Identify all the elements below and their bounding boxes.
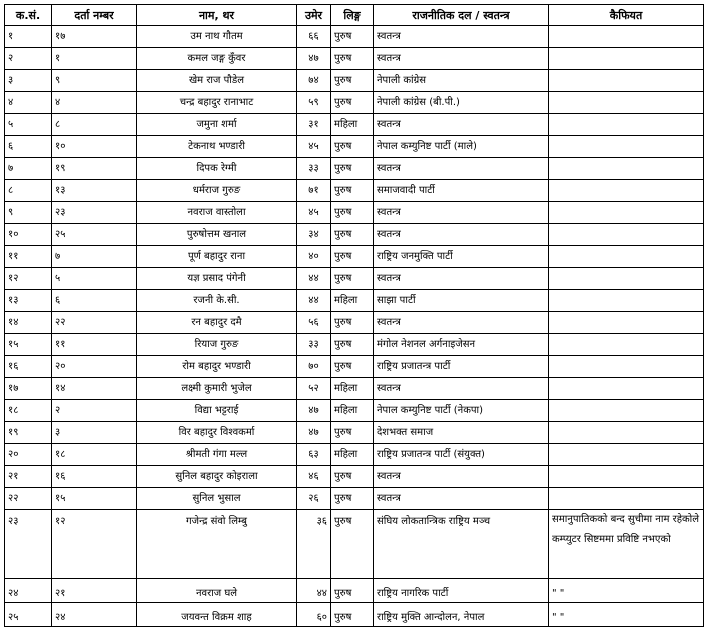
cell-gender: पुरुष — [331, 488, 374, 510]
cell-gender: पुरुष — [331, 180, 374, 202]
cell-age: ४४ — [297, 579, 331, 603]
table-row — [5, 70, 704, 92]
cell-remark — [549, 356, 704, 378]
cell-age: ४७ — [297, 400, 331, 422]
cell-sn: २१ — [5, 466, 52, 488]
cell-registration-no: १ — [52, 48, 137, 70]
cell-sn: ४ — [5, 92, 52, 114]
cell-gender: पुरुष — [331, 510, 374, 579]
header-registration-no: दर्ता नम्बर — [52, 5, 137, 26]
cell-name: श्रीमती गंगा मल्ल — [137, 444, 297, 466]
cell-gender: पुरुष — [331, 579, 374, 603]
cell-sn: २२ — [5, 488, 52, 510]
cell-registration-no: ११ — [52, 334, 137, 356]
cell-party: साझा पार्टी — [374, 290, 549, 312]
table-row — [5, 422, 704, 444]
cell-gender: पुरुष — [331, 202, 374, 224]
cell-remark — [549, 70, 704, 92]
cell-name: पूर्ण बहादुर राना — [137, 246, 297, 268]
cell-remark — [549, 180, 704, 202]
cell-name: खेम राज पौडेल — [137, 70, 297, 92]
cell-party: राष्ट्रिय मुक्ति आन्दोलन, नेपाल — [374, 603, 549, 627]
cell-name: नवराज घले — [137, 579, 297, 603]
cell-age: ४० — [297, 246, 331, 268]
table-row — [5, 312, 704, 334]
cell-registration-no: ६ — [52, 290, 137, 312]
cell-gender: महिला — [331, 114, 374, 136]
cell-age: ६० — [297, 603, 331, 627]
candidate-table — [4, 4, 704, 627]
cell-remark — [549, 158, 704, 180]
cell-sn: ११ — [5, 246, 52, 268]
cell-sn: ८ — [5, 180, 52, 202]
cell-name: नवराज वास्तोला — [137, 202, 297, 224]
header-remark: कैफियत — [549, 5, 704, 26]
cell-party: राष्ट्रिय प्रजातन्त्र पार्टी (संयुक्त) — [374, 444, 549, 466]
table-row — [5, 334, 704, 356]
cell-registration-no: १९ — [52, 158, 137, 180]
cell-party: स्वतन्त्र — [374, 378, 549, 400]
cell-party: नेपाल कम्युनिष्ट पार्टी (माले) — [374, 136, 549, 158]
cell-name: चन्द्र बहादुर रानाभाट — [137, 92, 297, 114]
cell-gender: पुरुष — [331, 158, 374, 180]
cell-age: ३६ — [297, 510, 331, 579]
cell-registration-no: ८ — [52, 114, 137, 136]
table-row — [5, 26, 704, 48]
table-row — [5, 268, 704, 290]
cell-remark — [549, 202, 704, 224]
cell-age: ४५ — [297, 202, 331, 224]
header-name: नाम, थर — [137, 5, 297, 26]
cell-party: स्वतन्त्र — [374, 202, 549, 224]
table-row — [5, 246, 704, 268]
cell-remark: " " — [549, 579, 704, 603]
cell-gender: पुरुष — [331, 334, 374, 356]
cell-sn: २४ — [5, 579, 52, 603]
cell-sn: १५ — [5, 334, 52, 356]
cell-gender: पुरुष — [331, 70, 374, 92]
table-row — [5, 180, 704, 202]
table-row — [5, 444, 704, 466]
cell-name: जयवन्त विक्रम शाह — [137, 603, 297, 627]
cell-sn: १२ — [5, 268, 52, 290]
cell-party: स्वतन्त्र — [374, 268, 549, 290]
table-row — [5, 290, 704, 312]
cell-registration-no: ५ — [52, 268, 137, 290]
table-row — [5, 488, 704, 510]
cell-registration-no: ३ — [52, 422, 137, 444]
cell-sn: ५ — [5, 114, 52, 136]
cell-age: ४७ — [297, 422, 331, 444]
cell-age: ४४ — [297, 268, 331, 290]
cell-sn: १६ — [5, 356, 52, 378]
cell-name: रोम बहादुर भण्डारी — [137, 356, 297, 378]
cell-party: स्वतन्त्र — [374, 48, 549, 70]
table-row — [5, 48, 704, 70]
cell-name: विद्या भट्टराई — [137, 400, 297, 422]
cell-registration-no: १४ — [52, 378, 137, 400]
cell-registration-no: २२ — [52, 312, 137, 334]
cell-gender: पुरुष — [331, 48, 374, 70]
cell-registration-no: १२ — [52, 510, 137, 579]
cell-remark — [549, 312, 704, 334]
cell-gender: पुरुष — [331, 26, 374, 48]
table-row — [5, 114, 704, 136]
cell-remark: " " — [549, 603, 704, 627]
table-row — [5, 158, 704, 180]
cell-gender: पुरुष — [331, 246, 374, 268]
cell-age: ३३ — [297, 158, 331, 180]
table-row — [5, 356, 704, 378]
cell-registration-no: १० — [52, 136, 137, 158]
table-row — [5, 510, 704, 579]
cell-sn: १८ — [5, 400, 52, 422]
cell-registration-no: २ — [52, 400, 137, 422]
header-age: उमेर — [297, 5, 331, 26]
cell-remark — [549, 334, 704, 356]
cell-party: देशभक्त समाज — [374, 422, 549, 444]
table-row — [5, 136, 704, 158]
cell-registration-no: ४ — [52, 92, 137, 114]
cell-name: रन बहादुर दमै — [137, 312, 297, 334]
cell-sn: १३ — [5, 290, 52, 312]
cell-registration-no: २३ — [52, 202, 137, 224]
cell-party: समाजवादी पार्टी — [374, 180, 549, 202]
cell-age: ५९ — [297, 92, 331, 114]
cell-sn: ३ — [5, 70, 52, 92]
cell-remark — [549, 114, 704, 136]
cell-name: उम नाथ गौतम — [137, 26, 297, 48]
cell-registration-no: १५ — [52, 488, 137, 510]
cell-age: ५६ — [297, 312, 331, 334]
cell-sn: १७ — [5, 378, 52, 400]
cell-registration-no: १३ — [52, 180, 137, 202]
header-row — [5, 5, 704, 26]
cell-name: धर्मराज गुरुङ — [137, 180, 297, 202]
cell-party: राष्ट्रिय प्रजातन्त्र पार्टी — [374, 356, 549, 378]
cell-registration-no: २५ — [52, 224, 137, 246]
cell-age: ३४ — [297, 224, 331, 246]
cell-registration-no: २१ — [52, 579, 137, 603]
cell-name: पुरुषोत्तम खनाल — [137, 224, 297, 246]
cell-sn: ९ — [5, 202, 52, 224]
cell-name: सुनिल भुसाल — [137, 488, 297, 510]
cell-gender: महिला — [331, 400, 374, 422]
cell-sn: २३ — [5, 510, 52, 579]
cell-age: ४४ — [297, 290, 331, 312]
cell-age: ७० — [297, 356, 331, 378]
cell-remark — [549, 488, 704, 510]
cell-remark — [549, 444, 704, 466]
cell-sn: २५ — [5, 603, 52, 627]
cell-remark — [549, 400, 704, 422]
cell-sn: ६ — [5, 136, 52, 158]
cell-party: नेपाली कांग्रेस (बी.पी.) — [374, 92, 549, 114]
cell-gender: पुरुष — [331, 224, 374, 246]
cell-age: ३१ — [297, 114, 331, 136]
cell-sn: १९ — [5, 422, 52, 444]
cell-gender: पुरुष — [331, 136, 374, 158]
cell-name: दिपक रेग्मी — [137, 158, 297, 180]
cell-remark — [549, 48, 704, 70]
cell-gender: महिला — [331, 378, 374, 400]
table-row — [5, 378, 704, 400]
cell-name: सुनिल बहादुर कोइराला — [137, 466, 297, 488]
cell-age: ७४ — [297, 70, 331, 92]
cell-remark — [549, 466, 704, 488]
cell-age: ७१ — [297, 180, 331, 202]
cell-registration-no: १६ — [52, 466, 137, 488]
cell-gender: महिला — [331, 290, 374, 312]
cell-remark — [549, 246, 704, 268]
cell-name: रियाज गुरुङ — [137, 334, 297, 356]
cell-name: रजनी के.सी. — [137, 290, 297, 312]
cell-name: विर बहादुर विश्वकर्मा — [137, 422, 297, 444]
header-sn: क.सं. — [5, 5, 52, 26]
cell-registration-no: १७ — [52, 26, 137, 48]
cell-party: स्वतन्त्र — [374, 466, 549, 488]
cell-registration-no: २४ — [52, 603, 137, 627]
cell-party: नेपाल कम्युनिष्ट पार्टी (नेकपा) — [374, 400, 549, 422]
table-body — [5, 26, 704, 627]
table-row — [5, 603, 704, 627]
cell-party: राष्ट्रिय जनमुक्ति पार्टी — [374, 246, 549, 268]
cell-name: टेकनाथ भण्डारी — [137, 136, 297, 158]
cell-party: स्वतन्त्र — [374, 312, 549, 334]
cell-name: लक्ष्मी कुमारी भुजेल — [137, 378, 297, 400]
cell-party: स्वतन्त्र — [374, 224, 549, 246]
cell-party: मंगोल नेशनल अर्गनाइजेसन — [374, 334, 549, 356]
cell-sn: १४ — [5, 312, 52, 334]
cell-age: ६३ — [297, 444, 331, 466]
cell-party: स्वतन्त्र — [374, 488, 549, 510]
cell-registration-no: ९ — [52, 70, 137, 92]
cell-party: स्वतन्त्र — [374, 158, 549, 180]
cell-remark — [549, 224, 704, 246]
cell-gender: पुरुष — [331, 466, 374, 488]
cell-sn: ७ — [5, 158, 52, 180]
cell-age: २६ — [297, 488, 331, 510]
cell-age: ४७ — [297, 48, 331, 70]
cell-name: यज्ञ प्रसाद पंगेनी — [137, 268, 297, 290]
table-row — [5, 400, 704, 422]
cell-party: राष्ट्रिय नागरिक पार्टी — [374, 579, 549, 603]
table-row — [5, 202, 704, 224]
cell-age: ४५ — [297, 136, 331, 158]
cell-gender: पुरुष — [331, 92, 374, 114]
cell-sn: २ — [5, 48, 52, 70]
cell-age: ३३ — [297, 334, 331, 356]
cell-age: ४६ — [297, 466, 331, 488]
cell-sn: २० — [5, 444, 52, 466]
cell-gender: महिला — [331, 444, 374, 466]
cell-party: स्वतन्त्र — [374, 114, 549, 136]
cell-age: ६६ — [297, 26, 331, 48]
cell-sn: १० — [5, 224, 52, 246]
cell-remark — [549, 422, 704, 444]
table-row — [5, 224, 704, 246]
table-row — [5, 579, 704, 603]
cell-gender: पुरुष — [331, 312, 374, 334]
cell-remark — [549, 136, 704, 158]
header-party: राजनीतिक दल / स्वतन्त्र — [374, 5, 549, 26]
cell-remark — [549, 290, 704, 312]
cell-gender: पुरुष — [331, 422, 374, 444]
header-gender: लिङ्ग — [331, 5, 374, 26]
cell-party: संघिय लोकतान्त्रिक राष्ट्रिय मञ्च — [374, 510, 549, 579]
cell-name: गजेन्द्र संवो लिम्बु — [137, 510, 297, 579]
cell-registration-no: ७ — [52, 246, 137, 268]
cell-gender: पुरुष — [331, 356, 374, 378]
table-row — [5, 466, 704, 488]
cell-name: जमुना शर्मा — [137, 114, 297, 136]
cell-sn: १ — [5, 26, 52, 48]
cell-gender: पुरुष — [331, 268, 374, 290]
cell-remark — [549, 26, 704, 48]
cell-gender: पुरुष — [331, 603, 374, 627]
cell-registration-no: १८ — [52, 444, 137, 466]
cell-remark: समानुपातिकको बन्द सुचीमा नाम रहेकोले कम्प्युटर सिष्टममा प्रविष्टि नभएको — [549, 510, 704, 579]
cell-remark — [549, 268, 704, 290]
cell-party: स्वतन्त्र — [374, 26, 549, 48]
cell-registration-no: २० — [52, 356, 137, 378]
table-row — [5, 92, 704, 114]
cell-remark — [549, 92, 704, 114]
cell-name: कमल जङ्ग कुँवर — [137, 48, 297, 70]
cell-age: ५२ — [297, 378, 331, 400]
cell-remark — [549, 378, 704, 400]
cell-party: नेपाली कांग्रेस — [374, 70, 549, 92]
